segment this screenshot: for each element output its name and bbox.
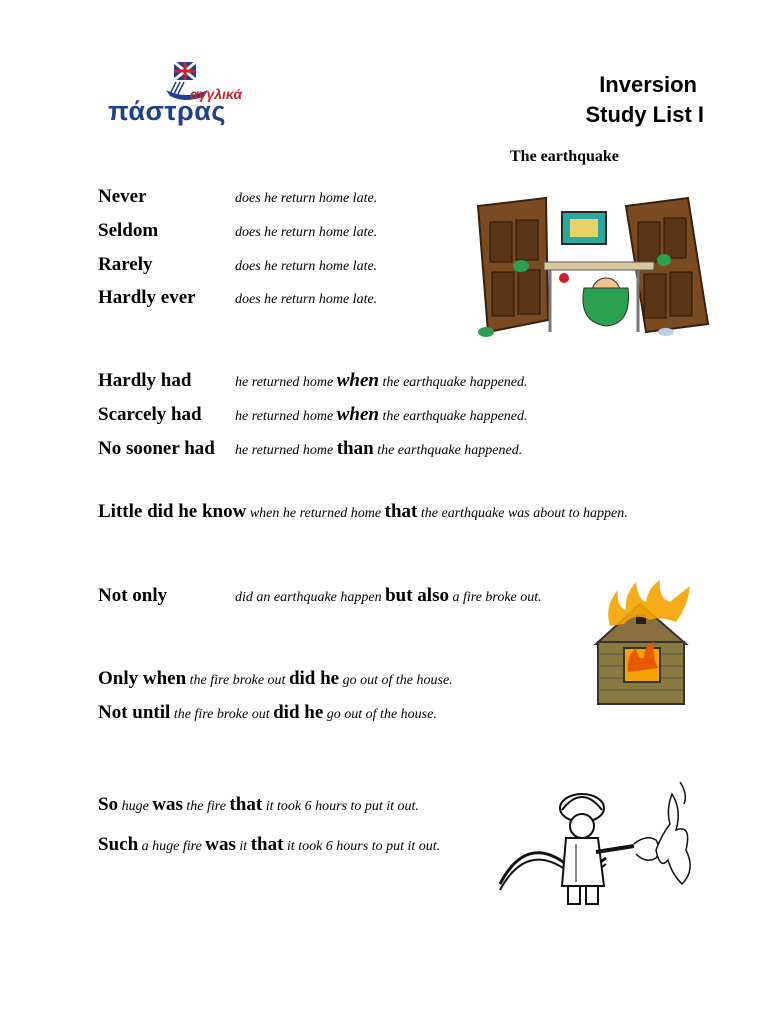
conjunction: that: [384, 501, 418, 522]
clause: the earthquake happened.: [382, 375, 528, 390]
sentence-rest: does he return home late.: [235, 259, 378, 274]
clause: when he returned home: [249, 506, 382, 521]
list-item: [98, 668, 453, 690]
list-item: [98, 404, 528, 426]
keyword: Not until: [98, 702, 171, 723]
keyword: So: [98, 794, 119, 815]
conjunction: when: [336, 404, 379, 425]
conjunction: did he: [288, 668, 340, 689]
clause: a huge fire: [141, 839, 202, 854]
keyword: No sooner had: [98, 438, 215, 459]
clause: it took 6 hours to put it out.: [286, 839, 441, 854]
firefighter-illustration: [496, 774, 706, 910]
list-item: [98, 702, 437, 724]
clause: the earthquake was about to happen.: [420, 506, 628, 521]
list-item: [98, 794, 419, 816]
list-item: [98, 287, 377, 309]
clause: did an earthquake happen: [235, 590, 382, 605]
keyword: Seldom: [98, 220, 159, 241]
clause: the fire: [186, 799, 226, 814]
conjunction: when: [336, 370, 379, 391]
clause: it took 6 hours to put it out.: [265, 799, 419, 814]
keyword: Hardly ever: [98, 287, 196, 308]
earthquake-illustration: [466, 192, 716, 342]
logo: [108, 56, 258, 132]
keyword: Rarely: [98, 254, 153, 275]
conjunction: but also: [385, 585, 449, 606]
list-item: [98, 370, 528, 392]
clause: he returned home: [235, 375, 334, 390]
keyword: Scarcely had: [98, 404, 202, 425]
keyword: Little did he know: [98, 501, 247, 522]
clause: huge: [121, 799, 149, 814]
logo-text-big: πάστρας: [108, 96, 226, 126]
verb: was: [205, 834, 236, 855]
clause: the earthquake happened.: [377, 443, 523, 458]
sentence-rest: does he return home late.: [235, 292, 378, 307]
clause: he returned home: [235, 409, 334, 424]
clause: go out of the house.: [326, 707, 437, 722]
verb: was: [152, 794, 183, 815]
keyword: Never: [98, 186, 147, 207]
clause: the fire broke out: [173, 707, 270, 722]
conjunction: that: [250, 834, 284, 855]
page-title-line1: Inversion: [599, 72, 697, 97]
page-title-line2: Study List I: [585, 102, 704, 127]
clause: it: [239, 839, 248, 854]
list-item: [98, 501, 628, 523]
logo-text-small: αγγλικά: [190, 86, 243, 102]
list-item: [98, 438, 522, 460]
clause: the fire broke out: [189, 673, 286, 688]
list-item: [98, 585, 542, 607]
clause: go out of the house.: [342, 673, 453, 688]
list-item: [98, 220, 377, 242]
keyword: Not only: [98, 585, 168, 606]
clause: the earthquake happened.: [382, 409, 528, 424]
keyword: Only when: [98, 668, 187, 689]
keyword: Hardly had: [98, 370, 192, 391]
list-item: [98, 834, 440, 856]
section-subtitle: The earthquake: [510, 148, 619, 165]
clause: he returned home: [235, 443, 334, 458]
list-item: [98, 186, 377, 208]
house-fire-illustration: [590, 576, 700, 708]
sentence-rest: does he return home late.: [235, 191, 378, 206]
conjunction: than: [336, 438, 374, 459]
clause: a fire broke out.: [452, 590, 542, 605]
conjunction: did he: [273, 702, 324, 723]
list-item: [98, 254, 377, 276]
sentence-rest: does he return home late.: [235, 225, 378, 240]
conjunction: that: [229, 794, 263, 815]
keyword: Such: [98, 834, 139, 855]
